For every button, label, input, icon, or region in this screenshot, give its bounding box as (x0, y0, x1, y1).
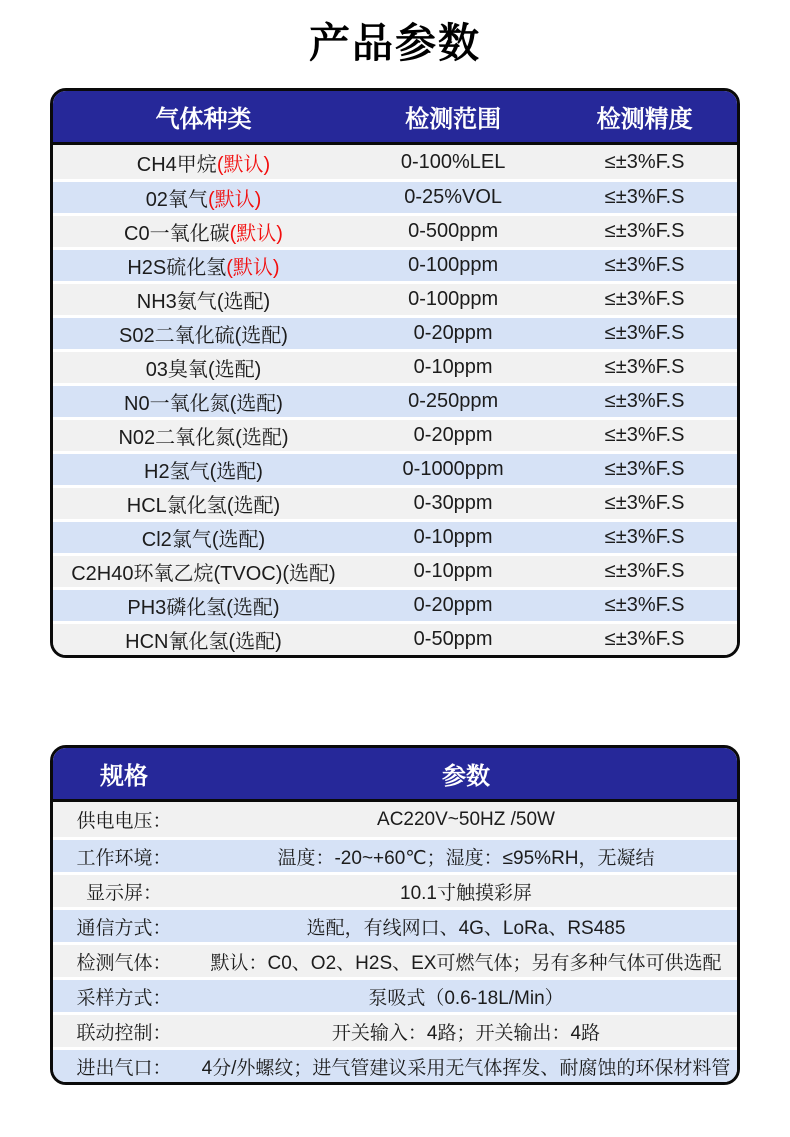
gas-tag: (选配) (211, 529, 266, 551)
gas-name-cell (53, 251, 354, 280)
gas-accuracy-cell: ≤±3%F.S (604, 594, 685, 616)
gas-range-cell: 0-50ppm (413, 628, 493, 650)
gas-name-cell (53, 217, 354, 246)
spec-header-label: 规格 (100, 763, 148, 790)
gas-accuracy-cell: ≤±3%F.S (604, 458, 685, 480)
spec-value: 选配，有线网口、4G、LoRa、RS485 (306, 917, 626, 939)
spec-table-row (53, 907, 737, 942)
gas-tag: (选配) (209, 461, 263, 483)
gas-name-cell (53, 148, 354, 177)
gas-range-cell: 0-1000ppm (402, 458, 504, 480)
spec-table-row (53, 942, 737, 977)
gas-name-cell (53, 489, 354, 518)
gas-tag: (选配) (235, 427, 289, 449)
gas-accuracy-cell: ≤±3%F.S (604, 628, 685, 650)
gas-table-row (53, 485, 737, 519)
gas-table-body (53, 145, 737, 655)
spec-table-row (53, 837, 737, 872)
gas-accuracy-cell: ≤±3%F.S (604, 390, 685, 412)
gas-accuracy-cell: ≤±3%F.S (604, 220, 685, 242)
gas-name-cell (53, 591, 354, 620)
gas-table (50, 88, 740, 658)
gas-range-cell: 0-25%VOL (404, 186, 503, 208)
gas-name: PH3磷化氢 (127, 597, 227, 619)
gas-table-row (53, 349, 737, 383)
gas-name: 03臭氧 (145, 359, 208, 381)
gas-name: C2H40环氧乙烷(TVOC) (71, 563, 283, 585)
spec-table-row (53, 1047, 737, 1082)
spec-label: 工作环境： (76, 847, 172, 869)
gas-accuracy-cell: ≤±3%F.S (604, 186, 685, 208)
gas-accuracy-cell: ≤±3%F.S (604, 424, 685, 446)
gas-name: S02二氧化硫 (119, 325, 235, 347)
gas-header-range: 检测范围 (405, 106, 502, 133)
gas-name-cell (53, 625, 354, 654)
gas-table-row (53, 213, 737, 247)
gas-table-row (53, 417, 737, 451)
gas-name: H2S硫化氢 (127, 257, 227, 279)
gas-tag: (选配) (282, 563, 336, 585)
gas-name-cell (53, 285, 354, 314)
gas-name-cell (53, 421, 354, 450)
gas-range-cell: 0-10ppm (413, 526, 493, 548)
gas-table-row (53, 383, 737, 417)
spec-table-row (53, 1012, 737, 1047)
gas-range-cell: 0-100ppm (408, 254, 499, 276)
gas-name-cell (53, 319, 354, 348)
gas-tag: (选配) (207, 359, 262, 381)
gas-tag: (默认) (226, 257, 280, 279)
spec-value: 温度：-20~+60℃；湿度：≤95%RH，无凝结 (277, 847, 655, 869)
gas-range-cell: 0-500ppm (408, 220, 499, 242)
gas-range-cell: 0-30ppm (413, 492, 493, 514)
spec-label: 检测气体： (76, 952, 172, 974)
gas-name: N0一氧化氮 (124, 393, 230, 415)
spec-label: 通信方式： (76, 917, 172, 939)
gas-table-header (53, 91, 737, 145)
gas-range-cell: 0-100%LEL (400, 150, 506, 173)
spec-label: 供电电压： (76, 811, 172, 832)
spec-value: 4分/外螺纹；进气管建议采用无气体挥发、耐腐蚀的环保材料管 (201, 1057, 731, 1079)
gas-range-cell: 0-10ppm (413, 356, 493, 378)
spec-label: 联动控制： (76, 1022, 172, 1044)
gas-name-cell (53, 353, 354, 382)
gas-table-row (53, 519, 737, 553)
gas-name-cell (53, 387, 354, 416)
gas-tag: (选配) (216, 291, 271, 313)
spec-table-row (53, 872, 737, 907)
gas-accuracy-cell: ≤±3%F.S (604, 150, 685, 173)
spec-value: 10.1寸触摸彩屏 (400, 882, 532, 904)
gas-name: C0一氧化碳 (124, 223, 230, 245)
gas-range-cell: 0-20ppm (413, 424, 493, 446)
gas-name: HCL氯化氢 (126, 495, 227, 517)
gas-tag: (选配) (226, 597, 280, 619)
gas-accuracy-cell: ≤±3%F.S (604, 356, 685, 378)
gas-table-row (53, 315, 737, 349)
spec-table (50, 745, 740, 1085)
spec-value: 开关输入：4路；开关输出：4路 (331, 1022, 601, 1044)
spec-header-value: 参数 (442, 763, 490, 790)
gas-tag: (默认) (207, 189, 262, 211)
spec-label: 采样方式： (76, 987, 172, 1009)
gas-tag: (选配) (234, 325, 288, 347)
gas-table-row (53, 247, 737, 281)
spec-table-row (53, 802, 737, 837)
gas-name: 02氧气 (145, 189, 208, 211)
spec-label: 显示屏： (85, 882, 162, 904)
page-title: 产品参数 (309, 20, 481, 66)
gas-header-accuracy: 检测精度 (596, 106, 693, 133)
gas-tag: (选配) (228, 631, 282, 653)
spec-value: AC220V~50HZ /50W (377, 808, 555, 830)
spec-value: 泵吸式（0.6-18L/Min） (368, 987, 564, 1009)
gas-tag: (默认) (216, 153, 271, 176)
gas-accuracy-cell: ≤±3%F.S (604, 492, 685, 514)
gas-range-cell: 0-10ppm (413, 560, 493, 582)
gas-name-cell (53, 523, 354, 552)
gas-table-row (53, 281, 737, 315)
gas-name: NH3氨气 (136, 291, 217, 313)
gas-range-cell: 0-100ppm (408, 288, 499, 310)
gas-accuracy-cell: ≤±3%F.S (604, 526, 685, 548)
gas-range-cell: 0-250ppm (408, 390, 499, 412)
gas-table-row (53, 587, 737, 621)
spec-value: 默认：C0、O2、H2S、EX可燃气体；另有多种气体可供选配 (210, 952, 722, 974)
gas-name: Cl2氯气 (141, 529, 212, 551)
gas-table-row (53, 451, 737, 485)
gas-table-row (53, 179, 737, 213)
gas-table-row (53, 621, 737, 655)
spec-table-header (53, 748, 737, 802)
gas-name-cell (53, 455, 354, 484)
spec-label: 进出气口： (76, 1057, 172, 1079)
gas-accuracy-cell: ≤±3%F.S (604, 288, 685, 310)
gas-name: CH4甲烷 (136, 153, 217, 176)
gas-accuracy-cell: ≤±3%F.S (604, 560, 685, 582)
gas-name-cell (53, 183, 354, 212)
gas-name-cell (53, 557, 354, 586)
gas-range-cell: 0-20ppm (413, 594, 493, 616)
gas-name: N02二氧化氮 (118, 427, 236, 449)
gas-accuracy-cell: ≤±3%F.S (604, 322, 685, 344)
gas-accuracy-cell: ≤±3%F.S (604, 254, 685, 276)
gas-tag: (选配) (226, 495, 281, 517)
gas-table-row (53, 145, 737, 179)
gas-tag: (默认) (229, 223, 283, 245)
gas-name: HCN氰化氢 (125, 631, 229, 653)
spec-table-body (53, 802, 737, 1082)
spec-table-row (53, 977, 737, 1012)
gas-header-type: 气体种类 (155, 106, 252, 133)
gas-name: H2氢气 (144, 461, 210, 483)
gas-range-cell: 0-20ppm (413, 322, 493, 344)
gas-tag: (选配) (229, 393, 283, 415)
gas-table-row (53, 553, 737, 587)
